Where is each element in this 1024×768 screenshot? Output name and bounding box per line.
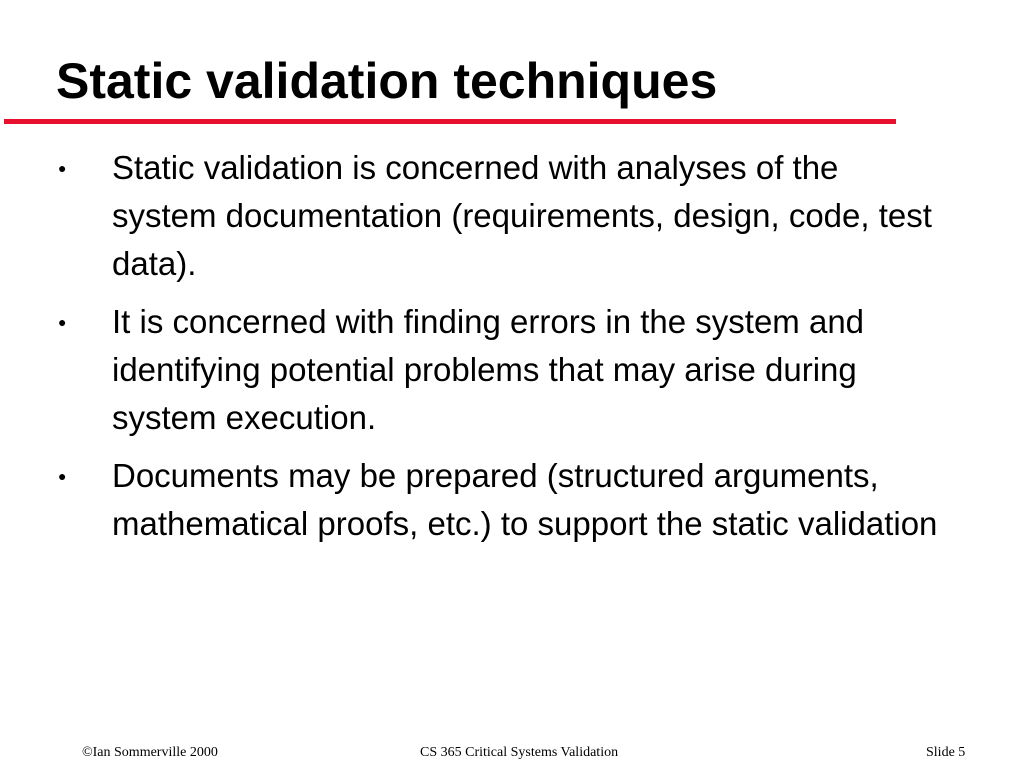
bullet-item — [56, 452, 956, 548]
bullet-text: Documents may be prepared (structured arguments, mathematical proofs, etc.) to support the static validation — [112, 457, 938, 542]
bullet-dot-icon: ● — [58, 314, 67, 330]
bullet-text: It is concerned with finding errors in the system and identifying potential problems that may arise during system execution. — [112, 303, 865, 436]
bullet-item — [56, 298, 956, 442]
bullet-text: Static validation is concerned with analyses of the system documentation (requirements, design, code, test data). — [112, 149, 932, 282]
footer-slide-number: Slide 5 — [926, 745, 966, 760]
title-underline — [4, 119, 896, 124]
bullet-dot-icon: ● — [58, 468, 67, 484]
bullet-list — [56, 144, 956, 558]
bullet-dot-icon: ● — [58, 160, 67, 176]
bullet-item — [56, 144, 956, 288]
footer-author: ©Ian Sommerville 2000 — [82, 745, 218, 760]
footer-course: CS 365 Critical Systems Validation — [420, 745, 619, 760]
slide-title: Static validation techniques — [56, 53, 718, 109]
